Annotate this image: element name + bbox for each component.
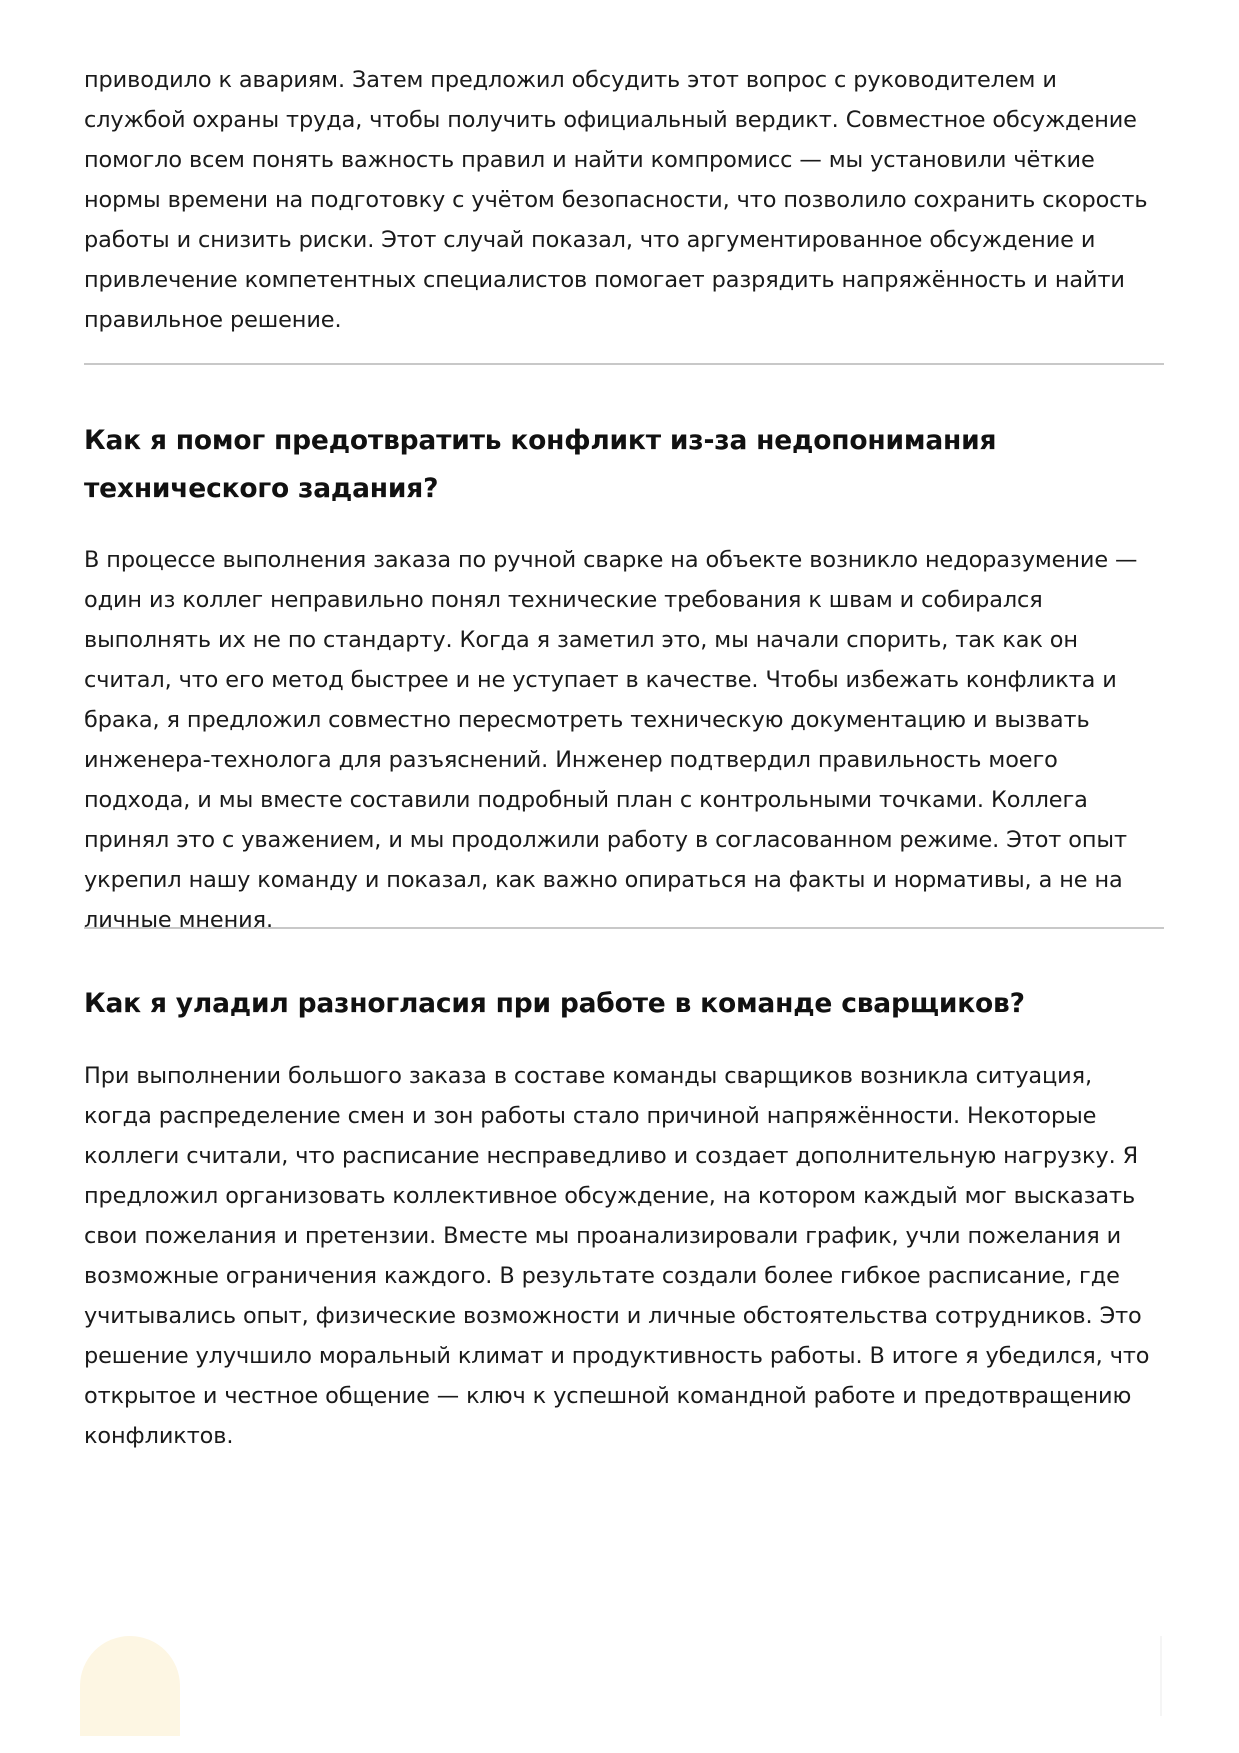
section-heading: Как я помог предотвратить конфликт из-за недопонимания технического задания? [84, 425, 997, 504]
section-paragraph: При выполнении большого заказа в составе команды сварщиков возникла ситуация, когда распределение смен и зон работы стало причиной напряжённости. Некоторые коллеги считали, что расписание несправедливо и создает дополнительную нагрузку. Я предложил организовать коллективное обсуждение, на котором каждый мог высказать свои пожелания и претензии. Вместе мы проанализировали график, учли пожелания и возможные ограничения каждого. В результате создали более гибкое расписание, где учитывались опыт, физические возможности и личные обстоятельства сотрудников. Это решение улучшило моральный климат и продуктивность работы. В итоге я убедился, что открытое и честное общение — ключ к успешной командной работе и предотвращению конфликтов. [84, 1063, 1150, 1449]
decorative-edge-mark [1160, 1636, 1162, 1716]
decorative-corner-shape [80, 1636, 180, 1736]
section-continuation-paragraph: приводило к авариям. Затем предложил обсудить этот вопрос с руководителем и службой охраны труда, чтобы получить официальный вердикт. Совместное обсуждение помогло всем понять важность правил и найти компромисс — мы установили чёткие нормы времени на подготовку с учётом безопасности, что позволило сохранить скорость работы и снизить риски. Этот случай показал, что аргументированное обсуждение и привлечение компетентных специалистов помогает разрядить напряжённость и найти правильное решение. [84, 67, 1148, 333]
section-divider [84, 363, 1164, 365]
section-heading: Как я уладил разногласия при работе в команде сварщиков? [84, 988, 1025, 1019]
section-paragraph: В процессе выполнения заказа по ручной сварке на объекте возникло недоразумение — один из коллег неправильно понял технические требования к швам и собирался выполнять их не по стандарту. Когда я заметил это, мы начали спорить, так как он считал, что его метод быстрее и не уступает в качестве. Чтобы избежать конфликта и брака, я предложил совместно пересмотреть техническую документацию и вызвать инженера-технолога для разъяснений. Инженер подтвердил правильность моего подхода, и мы вместе составили подробный план с контрольными точками. Коллега принял это с уважением, и мы продолжили работу в согласованном режиме. Этот опыт укрепил нашу команду и показал, как важно опираться на факты и нормативы, а не на личные мнения. [84, 547, 1138, 933]
section-divider [84, 927, 1164, 929]
